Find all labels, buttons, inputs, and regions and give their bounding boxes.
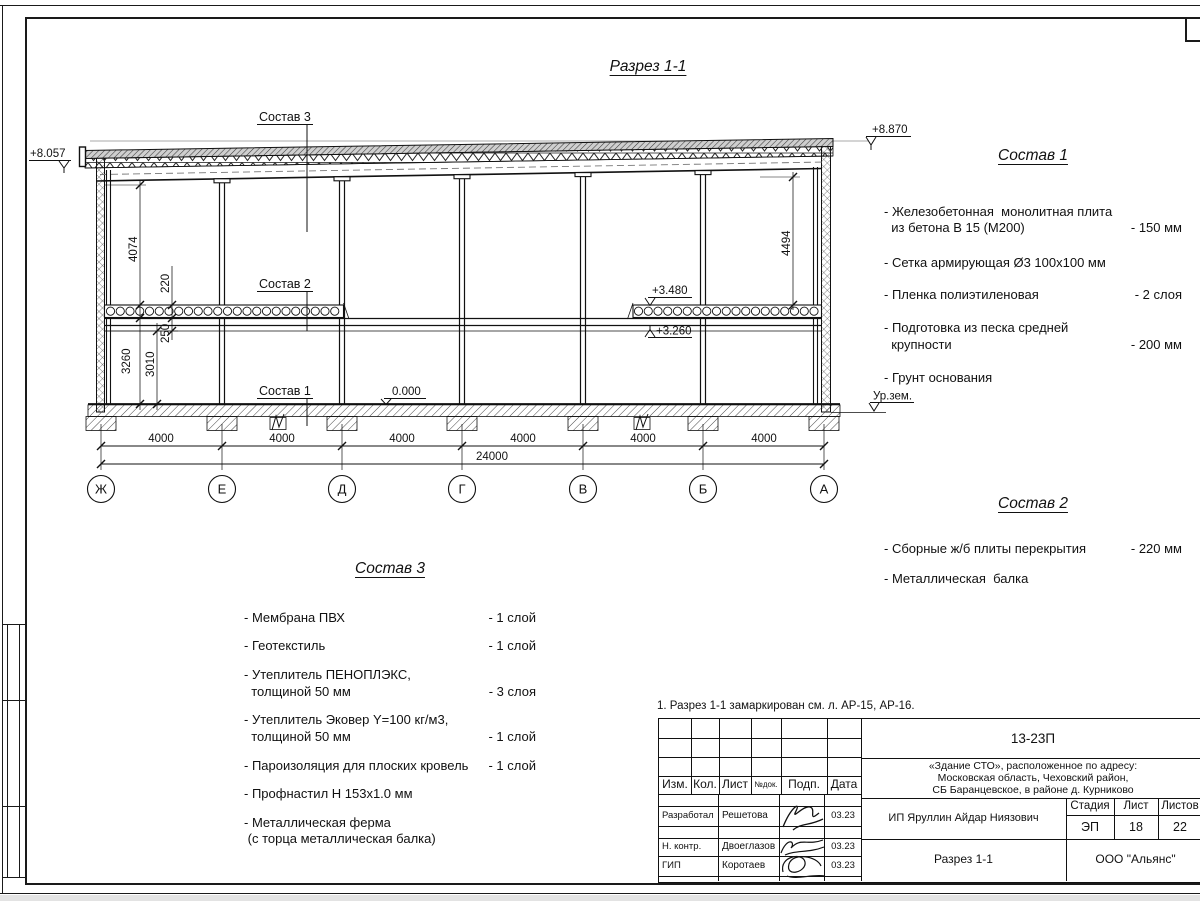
list-item	[244, 667, 536, 700]
tb-name-developer: Решетова	[722, 810, 768, 822]
tb-object-line2: Московская область, Чеховский район,	[937, 771, 1129, 784]
dim-bay-2: 4000	[269, 433, 295, 445]
tb-object-line3: СБ Баранцевское, в районе д. Курниково	[932, 784, 1134, 797]
item-value: - 150 мм	[1130, 220, 1182, 236]
list-item	[884, 370, 1182, 387]
tb-sheets-label: Листов	[1161, 799, 1199, 812]
section-drawing	[0, 0, 940, 540]
item-value: - 1 слой	[488, 638, 536, 654]
sostav2-heading: Состав 2	[998, 495, 1068, 512]
elevation-floor	[381, 386, 426, 405]
tb-sheet-label: Лист	[1123, 799, 1149, 812]
item-text: - Профнастил Н 153х1.0 мм	[244, 786, 413, 802]
list-item	[884, 571, 1182, 588]
elevation-beam-bottom	[645, 326, 692, 338]
item-value: - 220 мм	[1130, 540, 1182, 556]
item-text: - Сборные ж/б плиты перекрытия	[884, 540, 1087, 556]
list-item	[884, 287, 1182, 304]
item-value: - 200 мм	[1130, 336, 1182, 352]
elevation-slab-top	[645, 285, 692, 306]
eave-end-cap	[80, 147, 86, 167]
tb-sheet-value: 18	[1129, 819, 1143, 834]
list-item	[244, 815, 536, 848]
list-item	[884, 320, 1182, 353]
frame-bottom-line	[26, 883, 1200, 885]
tb-col-podp: Подп.	[788, 777, 820, 792]
margin-strip-div-4	[2, 877, 26, 878]
tb-stage-label: Стадия	[1070, 799, 1110, 812]
tb-col-ndok: №док.	[754, 780, 778, 790]
tb-object-line1: «Здание СТО», расположенное по адресу:	[928, 759, 1138, 772]
dim-bay-5: 4000	[630, 433, 656, 445]
ground-floor	[88, 404, 840, 417]
sostav3-heading: Состав 3	[355, 560, 425, 577]
axis-label-v: В	[578, 481, 588, 497]
list-item	[244, 610, 536, 627]
tb-col-kol: Кол.	[693, 777, 717, 792]
tb-client: ИП Яруллин Айдар Ниязович	[888, 812, 1039, 825]
signature-developer	[777, 797, 827, 835]
list-item	[884, 204, 1182, 237]
tb-section-name: Разрез 1-1	[934, 852, 993, 867]
mezzanine-beam	[105, 319, 822, 332]
dim-4074: 4074	[128, 236, 140, 262]
elevation-left-top-value: +8.057	[30, 148, 66, 160]
columns	[107, 167, 818, 404]
dim-total: 24000	[476, 451, 508, 463]
axis-label-zh: Ж	[94, 481, 108, 497]
item-text: - Грунт основания	[884, 369, 993, 385]
leader-sostav3-label: Состав 3	[259, 110, 311, 124]
item-text: - Металлическая ферма (с торца металлическая балка)	[244, 814, 436, 847]
item-text: - Подготовка из песка средней крупности	[884, 320, 1069, 352]
item-text: - Утеплитель ПЕНОПЛЭКС, толщиной 50 мм	[244, 667, 411, 699]
drawing-title: Разрез 1-1	[609, 58, 687, 75]
item-text: - Металлическая балка	[884, 571, 1029, 587]
item-value: - 1 слой	[488, 728, 536, 744]
list-item	[244, 712, 536, 745]
drawing-note: 1. Разрез 1-1 замаркирован см. л. АР-15, АР-16.	[657, 700, 915, 712]
item-text: - Пароизоляция для плоских кровель	[244, 757, 469, 773]
list-item	[884, 541, 1182, 558]
ground-level-mark	[831, 391, 914, 413]
tb-name-gip: Коротаев	[722, 860, 766, 872]
axis-bubbles	[88, 476, 838, 503]
item-text: - Геотекстиль	[244, 638, 326, 654]
axis-label-g: Г	[458, 481, 466, 497]
tb-col-data: Дата	[830, 777, 858, 792]
list-item	[244, 638, 536, 655]
elevation-right-top-value: +8.870	[872, 124, 908, 136]
tb-date-developer: 03.23	[831, 809, 855, 821]
axis-label-e: Е	[217, 481, 227, 497]
format-box-bottom	[1185, 40, 1200, 42]
tb-object-address	[861, 758, 1200, 798]
dim-bay-4: 4000	[510, 433, 536, 445]
left-wall	[97, 158, 105, 412]
item-text: - Утеплитель Эковер Y=100 кг/м3, толщиной 50 мм	[244, 712, 449, 744]
format-box-left	[1185, 17, 1187, 40]
item-text: - Железобетонная монолитная плита из бетона В 15 (М200)	[884, 203, 1113, 236]
ground-level-label: Ур.зем.	[873, 390, 913, 403]
tb-role-developer: Разработал	[662, 809, 714, 821]
dim-3260: 3260	[121, 348, 133, 374]
dim-bay-1: 4000	[148, 433, 174, 445]
dim-250: 250	[160, 323, 172, 343]
title-block	[658, 718, 1200, 883]
tb-role-gip: ГИП	[662, 859, 681, 871]
item-value: - 2 слоя	[1134, 286, 1182, 302]
sostav1-spec-list	[884, 146, 1182, 386]
axis-label-b: Б	[698, 481, 708, 497]
tb-col-list: Лист	[721, 777, 749, 792]
tb-doc-number: 13-23П	[1010, 730, 1056, 746]
elevation-floor-value: 0.000	[392, 386, 421, 398]
margin-strip-div-3	[2, 806, 26, 807]
tb-col-izm: Изм.	[662, 777, 688, 792]
item-value: - 1 слой	[488, 609, 536, 625]
leader-sostav1-label: Состав 1	[259, 384, 311, 398]
dim-220: 220	[160, 273, 172, 293]
dim-bay-6: 4000	[751, 433, 777, 445]
tb-name-ncontrol: Двоеглазов	[722, 841, 776, 853]
axis-label-d: Д	[337, 481, 347, 497]
tb-date-ncontrol: 03.23	[831, 840, 855, 852]
item-text: - Мембрана ПВХ	[244, 609, 345, 625]
dim-4494: 4494	[781, 230, 793, 256]
item-text: - Сетка армирующая Ø3 100х100 мм	[884, 255, 1106, 271]
tb-sheets-value: 22	[1173, 819, 1187, 834]
tb-date-gip: 03.23	[831, 859, 855, 871]
margin-strip-div-1	[2, 624, 26, 625]
right-wall-parapet	[819, 140, 834, 413]
elevation-marks	[29, 124, 914, 413]
axis-label-a: А	[819, 481, 829, 497]
elevation-slab-top-value: +3.480	[652, 285, 688, 297]
vertical-dimensions	[104, 172, 800, 410]
elevation-left-top	[29, 148, 71, 173]
list-item	[244, 786, 536, 803]
margin-strip-line-1	[7, 624, 8, 877]
sostav2-spec-list	[884, 494, 1182, 588]
item-value: - 1 слой	[488, 757, 536, 773]
margin-strip-line-2	[19, 624, 20, 877]
list-item	[884, 255, 1182, 272]
sostav3-spec-list	[244, 559, 536, 848]
tb-company: ООО "Альянс"	[1095, 852, 1176, 867]
elevation-beam-bottom-value: +3.260	[656, 325, 692, 338]
list-item	[244, 758, 536, 775]
tb-role-ncontrol: Н. контр.	[662, 840, 702, 852]
roof	[80, 139, 870, 182]
signature-gip	[775, 850, 827, 880]
mezzanine-slab	[105, 303, 822, 319]
dim-bay-3: 4000	[389, 433, 415, 445]
item-value: - 3 слоя	[488, 683, 536, 699]
margin-strip-div-2	[2, 700, 26, 701]
sostav1-heading: Состав 1	[998, 147, 1068, 164]
leader-sostav2-label: Состав 2	[259, 277, 311, 291]
dim-3010: 3010	[145, 351, 157, 377]
item-text: - Пленка полиэтиленовая	[884, 286, 1039, 302]
tb-stage-value: ЭП	[1081, 819, 1099, 834]
